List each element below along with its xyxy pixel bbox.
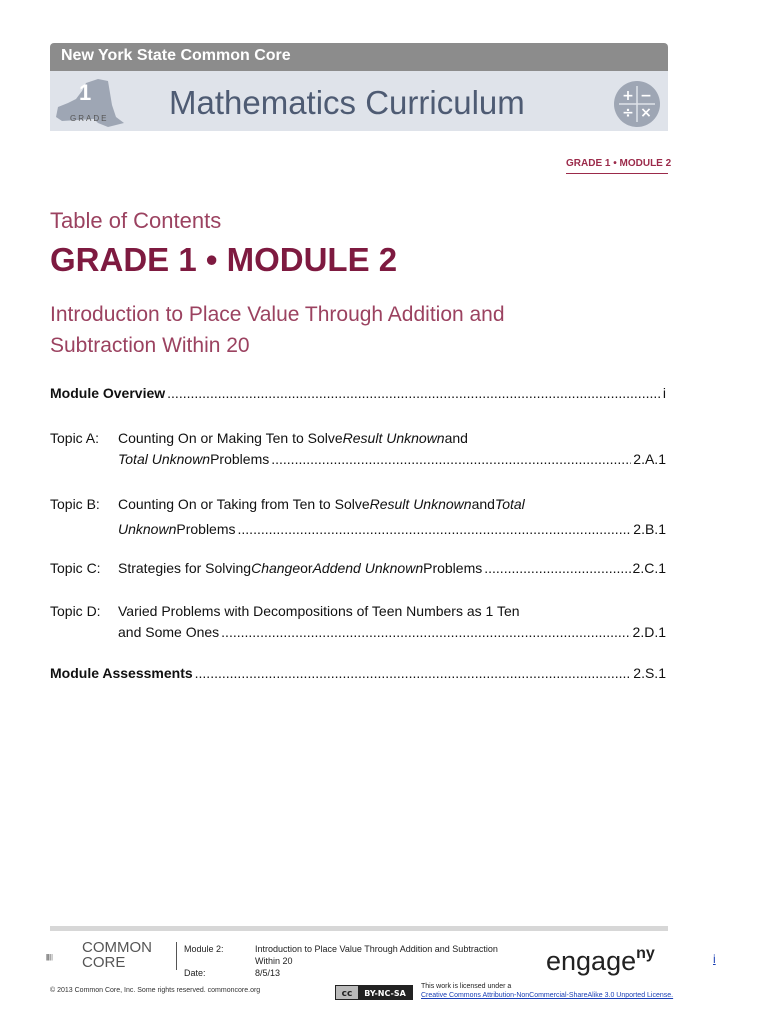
- toc-entry-topic-d[interactable]: [50, 603, 666, 640]
- toc-topic-d-text-1: Varied Problems with Decompositions of Teen Numbers as 1 Ten: [118, 603, 520, 619]
- common-core-logo-icon: [46, 940, 80, 974]
- toc-assessments-page: 2.S.1: [633, 665, 666, 681]
- creative-commons-badge-icon: [335, 985, 413, 1000]
- toc-topic-a-label: Topic A:: [50, 430, 100, 446]
- toc-topic-a-text-4: Total Unknown: [118, 451, 211, 467]
- page-number-link[interactable]: i: [713, 952, 716, 966]
- toc-topic-b-text-1: Counting On or Taking from Ten to Solve: [118, 496, 370, 512]
- header-top-bar: [50, 43, 668, 71]
- toc-topic-c-text-5: Problems: [423, 560, 483, 576]
- footer-separator: [176, 942, 177, 970]
- toc-topic-a-page: 2.A.1: [633, 451, 666, 467]
- toc-entry-overview[interactable]: [50, 385, 666, 401]
- toc-topic-c-text-2: Change: [251, 560, 301, 576]
- license-text: This work is licensed under a: [421, 983, 512, 990]
- common-core-word-2: CORE: [82, 954, 126, 971]
- toc-topic-b-label: Topic B:: [50, 496, 100, 512]
- corner-tag-underline: [566, 173, 668, 174]
- plus-symbol: +: [622, 88, 634, 104]
- toc-topic-b-page: 2.B.1: [633, 521, 666, 537]
- toc-label: Table of Contents: [50, 208, 222, 233]
- engage-word: engage: [546, 946, 637, 976]
- toc-leader: [221, 624, 630, 640]
- toc-leader: [271, 451, 631, 467]
- toc-topic-d-page: 2.D.1: [632, 624, 666, 640]
- toc-entry-topic-c[interactable]: [50, 560, 666, 576]
- toc-topic-a-text-1: Counting On or Making Ten to Solve: [118, 430, 343, 446]
- grade-word: GRADE: [70, 114, 109, 123]
- toc-topic-b-text-4: Total: [494, 496, 525, 512]
- math-operations-icon: [613, 80, 661, 128]
- cc-badge-text: BY-NC-SA: [364, 989, 406, 998]
- toc-topic-a-text-2: Result Unknown: [342, 430, 445, 446]
- module-title-line2: Within 20: [255, 956, 293, 966]
- toc-topic-c-text-1: Strategies for Solving: [118, 560, 252, 576]
- toc-topic-c-label: Topic C:: [50, 560, 101, 576]
- svg-text:cc: cc: [341, 989, 353, 999]
- toc-topic-d-label: Topic D:: [50, 603, 101, 619]
- toc-overview-label: Module Overview: [50, 385, 166, 401]
- toc-topic-a-text-3: and: [444, 430, 468, 446]
- toc-entry-topic-b[interactable]: [50, 496, 666, 537]
- toc-topic-b-text-3: and: [471, 496, 495, 512]
- engage-ny: ny: [636, 945, 655, 962]
- copyright-notice: © 2013 Common Core, Inc. Some rights reserved. commoncore.org: [50, 987, 261, 994]
- date-value: 8/5/13: [255, 968, 281, 978]
- toc-topic-c-text-3: or: [300, 560, 313, 576]
- engageny-logo: [546, 946, 655, 977]
- toc-topic-d-text-2: and Some Ones: [118, 624, 220, 640]
- state-line: New York State Common Core: [61, 47, 291, 64]
- common-core-wordmark: [82, 940, 152, 970]
- module-subtitle: Introduction to Place Value Through Addition and Subtraction Within 20: [50, 303, 505, 357]
- toc-topic-b-text-6: Problems: [176, 521, 236, 537]
- page-title: GRADE 1 • MODULE 2: [50, 241, 398, 278]
- module-title-line1: Introduction to Place Value Through Addition and Subtraction: [255, 944, 498, 954]
- date-label: Date:: [184, 968, 206, 978]
- times-symbol: ×: [640, 105, 652, 121]
- grade-number: 1: [79, 80, 92, 105]
- toc-overview-page: i: [662, 385, 666, 401]
- toc-entry-assessments[interactable]: [50, 665, 666, 681]
- toc-topic-a-text-5: Problems: [210, 451, 270, 467]
- divide-symbol: ÷: [622, 105, 634, 121]
- toc-assessments-label: Module Assessments: [50, 665, 193, 681]
- footer-divider: [50, 926, 668, 931]
- minus-symbol: −: [640, 88, 652, 104]
- toc-topic-b-text-2: Result Unknown: [369, 496, 472, 512]
- toc-leader: [195, 665, 632, 681]
- curriculum-title: Mathematics Curriculum: [169, 84, 525, 121]
- toc-entry-topic-a[interactable]: [50, 430, 666, 467]
- toc-leader: [238, 521, 632, 537]
- license-link[interactable]: Creative Commons Attribution-NonCommercial-ShareAlike 3.0 Unported License.: [421, 992, 674, 999]
- toc-topic-c-page: 2.C.1: [632, 560, 666, 576]
- toc-topic-c-text-4: Addend Unknown: [312, 560, 424, 576]
- toc-leader: [484, 560, 630, 576]
- common-core-word-1: COMMON: [82, 939, 152, 956]
- corner-grade-module-tag: GRADE 1 • MODULE 2: [566, 158, 672, 169]
- toc-topic-b-text-5: Unknown: [118, 521, 177, 537]
- module-label: Module 2:: [184, 944, 224, 954]
- toc-leader: [167, 385, 661, 401]
